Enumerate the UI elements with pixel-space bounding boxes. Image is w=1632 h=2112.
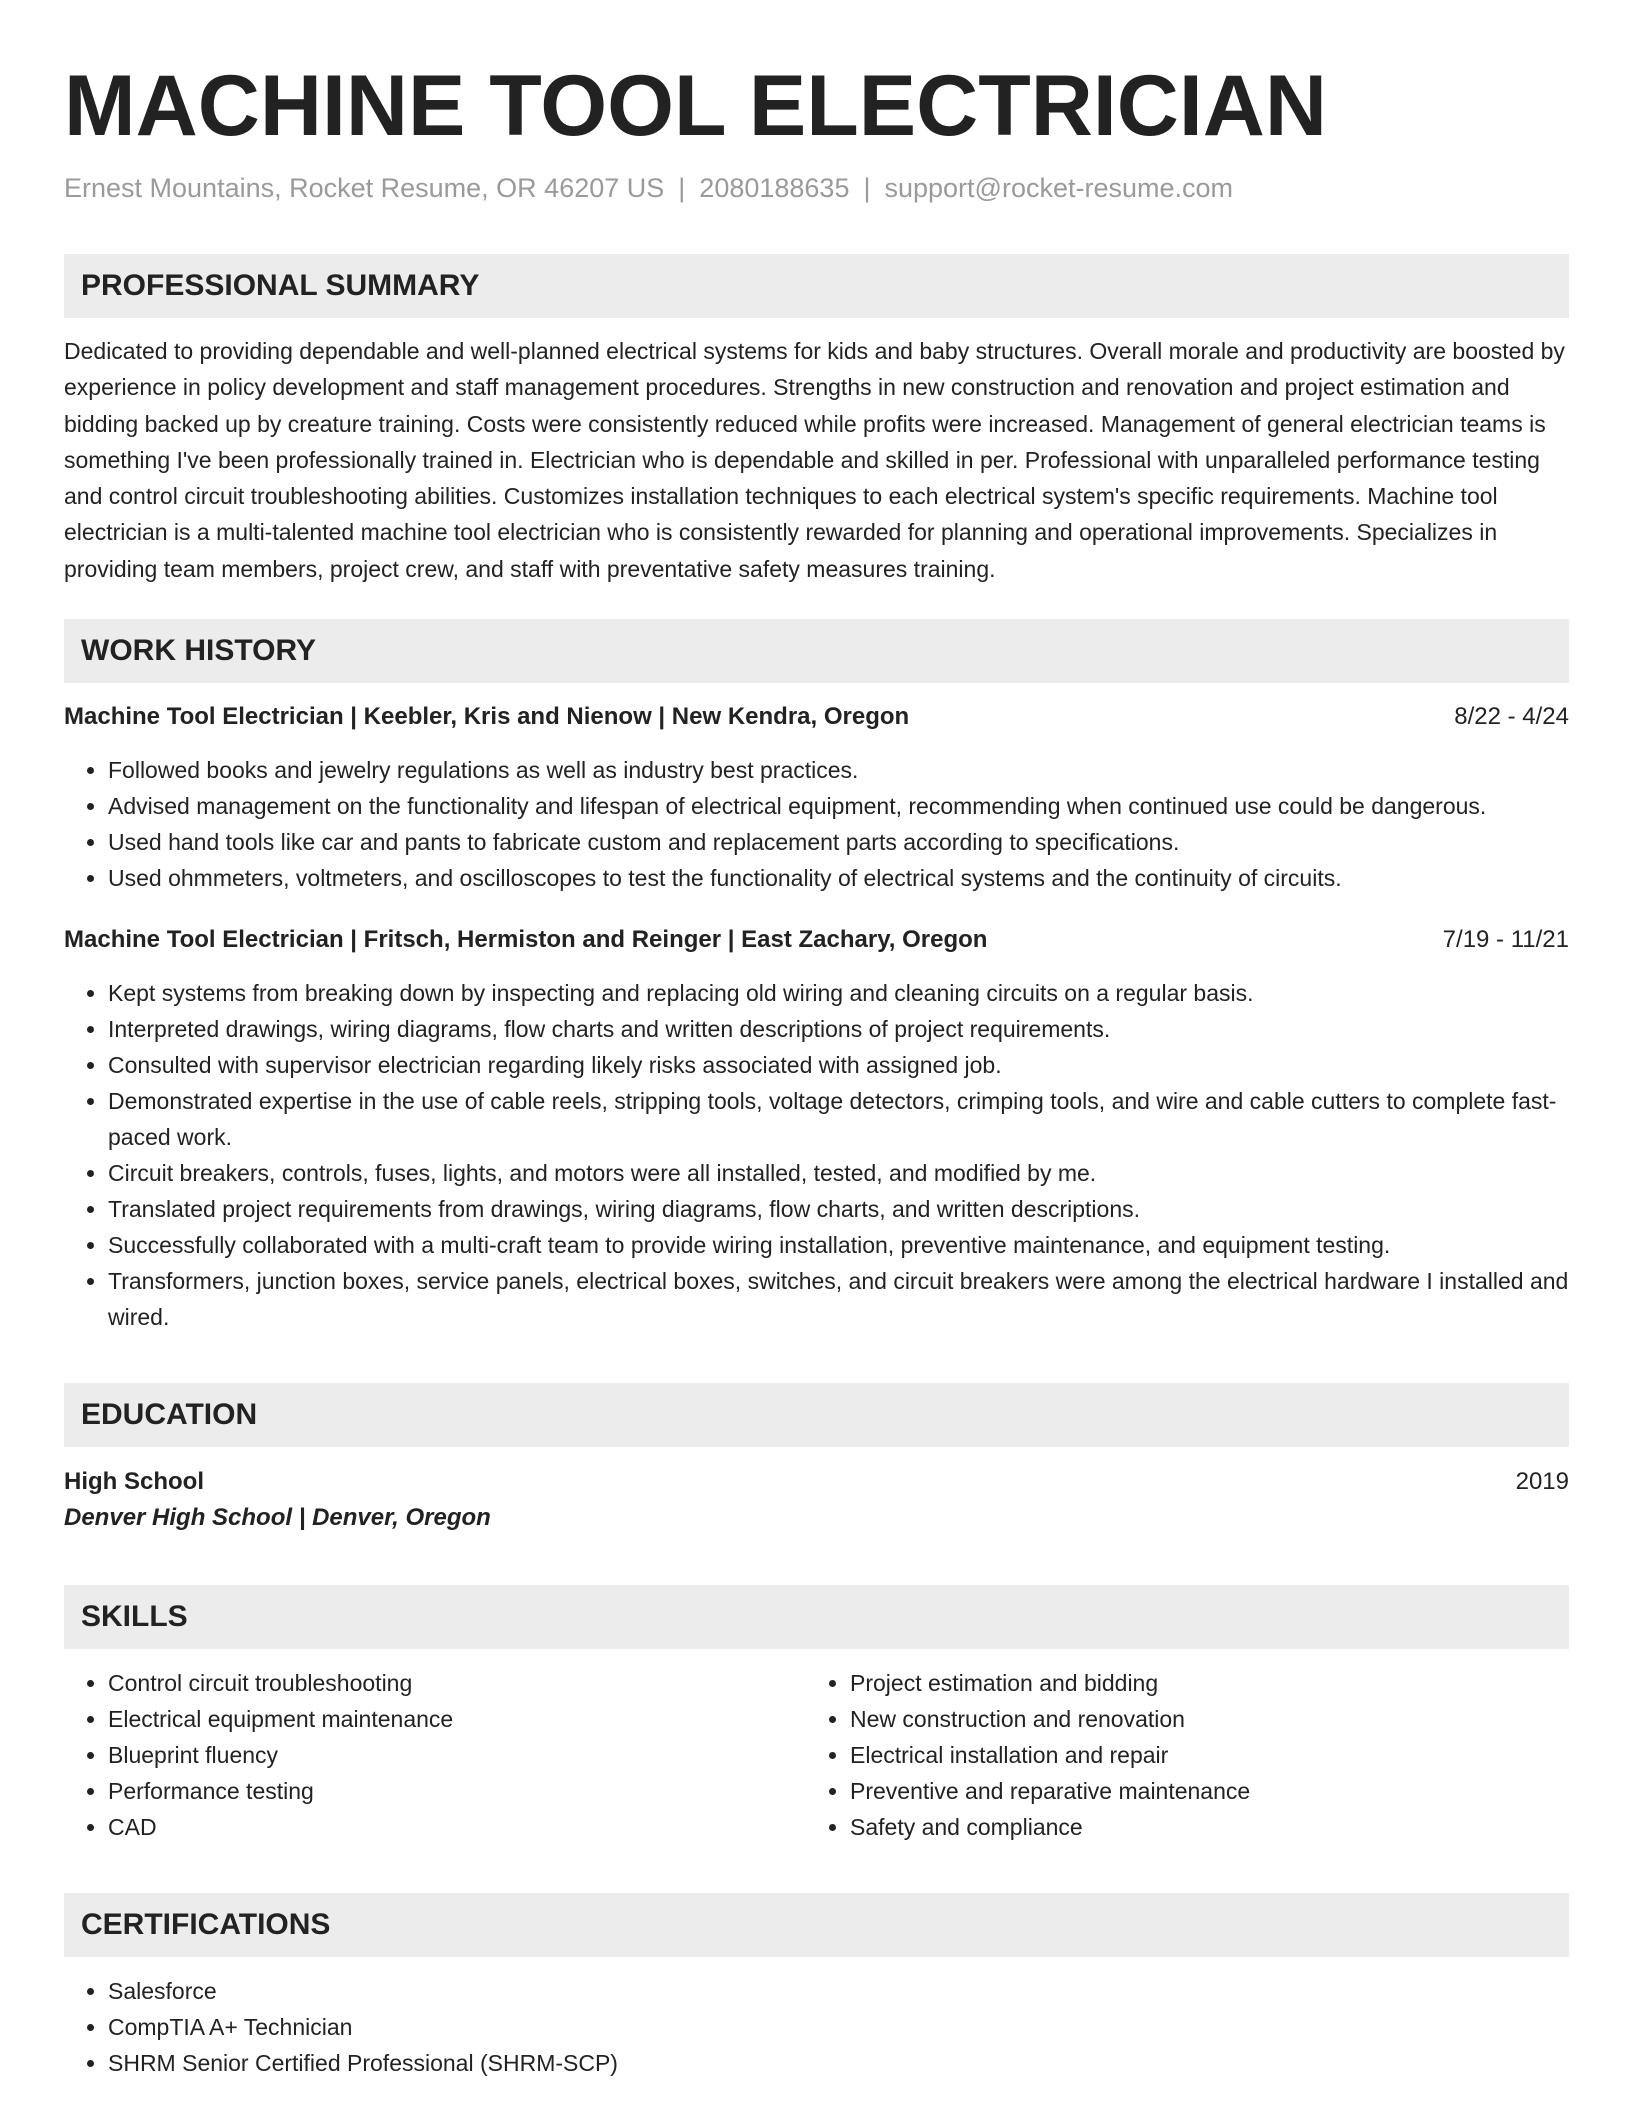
job-header bbox=[64, 924, 1569, 956]
contact-email: support@rocket-resume.com bbox=[884, 173, 1234, 203]
summary-heading: PROFESSIONAL SUMMARY bbox=[64, 254, 1569, 318]
job-bullet: • Transformers, junction boxes, service panels, electrical boxes, switches, and circuit breakers were among the electrical hardware I installed and wired. bbox=[108, 1263, 1569, 1335]
education-entry bbox=[64, 1465, 1569, 1537]
skills-list bbox=[806, 1665, 1548, 1845]
job-bullet: • Followed books and jewelry regulations as well as industry best practices. bbox=[108, 752, 1569, 788]
job-bullets bbox=[64, 975, 1569, 1335]
skills-list bbox=[64, 1665, 806, 1845]
certification-item: • SHRM Senior Certified Professional (SHRM-SCP) bbox=[108, 2045, 1569, 2081]
skill-item: • CAD bbox=[108, 1809, 806, 1845]
education-year: 2019 bbox=[1515, 1468, 1569, 1496]
skill-item: • Electrical installation and repair bbox=[850, 1737, 1548, 1773]
job-title: Machine Tool Electrician | Fritsch, Hermiston and Reinger | East Zachary, Oregon bbox=[64, 926, 988, 954]
job-bullet: • Kept systems from breaking down by inspecting and replacing old wiring and cleaning circuits on a regular basis. bbox=[108, 975, 1569, 1011]
contact-phone: 2080188635 bbox=[699, 173, 850, 203]
work-history-heading: WORK HISTORY bbox=[64, 619, 1569, 683]
skill-item: • Preventive and reparative maintenance bbox=[850, 1773, 1548, 1809]
certifications-section bbox=[64, 1893, 1569, 2081]
certifications-heading: CERTIFICATIONS bbox=[64, 1893, 1569, 1957]
education-school: Denver High School | Denver, Oregon bbox=[64, 1504, 491, 1532]
candidate-name: MACHINE TOOL ELECTRICIAN bbox=[64, 58, 1327, 154]
job-bullet: • Consulted with supervisor electrician regarding likely risks associated with assigned job. bbox=[108, 1047, 1569, 1083]
job-bullets bbox=[64, 752, 1569, 896]
job-bullet: • Successfully collaborated with a multi-craft team to provide wiring installation, preventive maintenance, and equipment testing. bbox=[108, 1227, 1569, 1263]
job-bullet: • Demonstrated expertise in the use of cable reels, stripping tools, voltage detectors, crimping tools, and wire and cable cutters to complete fast-paced work. bbox=[108, 1083, 1569, 1155]
certification-item: • CompTIA A+ Technician bbox=[108, 2009, 1569, 2045]
job-bullet: • Used hand tools like car and pants to fabricate custom and replacement parts according to specifications. bbox=[108, 824, 1569, 860]
certification-item: • Salesforce bbox=[108, 1973, 1569, 2009]
job-bullet: • Translated project requirements from drawings, wiring diagrams, flow charts, and written descriptions. bbox=[108, 1191, 1569, 1227]
education-degree: High School bbox=[64, 1468, 204, 1496]
skills-heading: SKILLS bbox=[64, 1585, 1569, 1649]
education-header bbox=[64, 1465, 1569, 1499]
skill-item: • New construction and renovation bbox=[850, 1701, 1548, 1737]
job-entry bbox=[64, 701, 1569, 896]
job-bullet: • Circuit breakers, controls, fuses, lights, and motors were all installed, tested, and modified by me. bbox=[108, 1155, 1569, 1191]
certifications-list bbox=[64, 1973, 1569, 2081]
skill-item: • Project estimation and bidding bbox=[850, 1665, 1548, 1701]
work-history-section bbox=[64, 619, 1569, 1335]
job-bullet: • Interpreted drawings, wiring diagrams, flow charts and written descriptions of project requirements. bbox=[108, 1011, 1569, 1047]
contact-line bbox=[64, 170, 1569, 206]
contact-separator: | bbox=[678, 173, 686, 203]
job-title: Machine Tool Electrician | Keebler, Kris and Nienow | New Kendra, Oregon bbox=[64, 703, 910, 731]
education-heading: EDUCATION bbox=[64, 1383, 1569, 1447]
resume-page bbox=[64, 0, 1569, 2081]
skill-item: • Safety and compliance bbox=[850, 1809, 1548, 1845]
summary-section bbox=[64, 254, 1569, 587]
skill-item: • Control circuit troubleshooting bbox=[108, 1665, 806, 1701]
job-entry bbox=[64, 924, 1569, 1335]
skills-section bbox=[64, 1585, 1569, 1845]
contact-address: Ernest Mountains, Rocket Resume, OR 46207 US bbox=[64, 173, 665, 203]
job-bullet: • Used ohmmeters, voltmeters, and oscilloscopes to test the functionality of electrical systems and the continuity of circuits. bbox=[108, 860, 1569, 896]
job-bullet: • Advised management on the functionality and lifespan of electrical equipment, recommending when continued use could be dangerous. bbox=[108, 788, 1569, 824]
skill-item: • Performance testing bbox=[108, 1773, 806, 1809]
job-dates: 7/19 - 11/21 bbox=[1442, 926, 1569, 954]
skill-item: • Blueprint fluency bbox=[108, 1737, 806, 1773]
skills-columns bbox=[64, 1665, 1569, 1845]
summary-text: Dedicated to providing dependable and well-planned electrical systems for kids and baby structures. Overall morale and productivity are boosted by experience in policy development and staff management procedures. Strengths in new construction and renovation and project estimation and bidding backed up by creature training. Costs were consistently reduced while profits were increased. Management of general electrician teams is something I've been professionally trained in. Electrician who is dependable and skilled in per. Professional with unparalleled performance testing and control circuit troubleshooting abilities. Customizes installation techniques to each electrical system's specific requirements. Machine tool electrician is a multi-talented machine tool electrician who is consistently rewarded for planning and operational improvements. Specializes in providing team members, project crew, and staff with preventative safety measures training. bbox=[64, 338, 1565, 582]
contact-separator: | bbox=[863, 173, 871, 203]
job-header bbox=[64, 701, 1569, 733]
skill-item: • Electrical equipment maintenance bbox=[108, 1701, 806, 1737]
skills-column-right bbox=[806, 1665, 1548, 1845]
job-dates: 8/22 - 4/24 bbox=[1454, 703, 1569, 731]
skills-column-left bbox=[64, 1665, 806, 1845]
education-section bbox=[64, 1383, 1569, 1537]
